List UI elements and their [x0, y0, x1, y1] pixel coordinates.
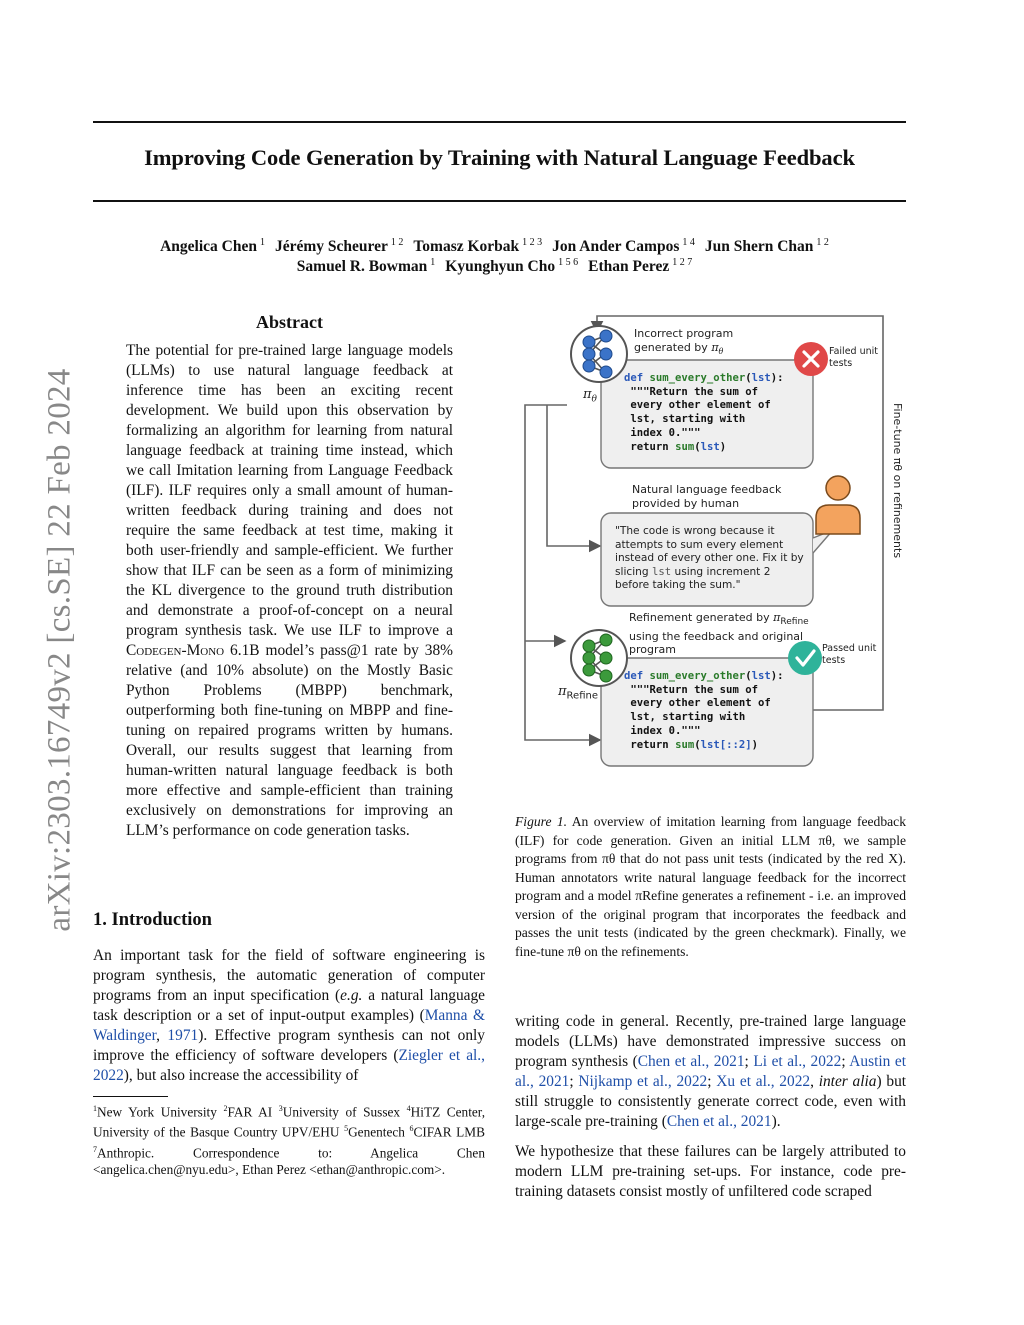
- author-affiliation: 1: [430, 257, 436, 268]
- author-name: Angelica Chen: [160, 238, 257, 255]
- affiliations-footnote: $^1$New York University $^2$FAR AI $^3$University of Sussex $^4$HiTZ Center, University of the Basque Country UPV/EHU $^5$Genentech $^6$CIFAR LMB $^7$Anthropic. Correspondence to: Angelica Chen <angelica.chen@nyu.edu>, Ethan Perez <ethan@anthropic.com>.: [93, 1104, 486, 1178]
- introduction-paragraph: An important task for the field of software engineering is program synthesis, the automatic generation of computer programs from an input specification (e.g. a natural language task description or a set of input-output examples) (Manna & Waldinger, 1971). Effective program synthesis can not only improve the efficiency of software developers (Ziegler et al., 2022), but also increase the accessibility of: [93, 947, 486, 1084]
- author-affiliation: 1 5 6: [558, 257, 579, 268]
- cite-chen[interactable]: Chen et al., 2021: [637, 1053, 745, 1070]
- codegen-name: Codegen-Mono: [126, 642, 225, 659]
- author-affiliation: 1 2 3: [522, 237, 543, 248]
- cite-li[interactable]: Li et al., 2022: [753, 1053, 842, 1070]
- author-name: Jun Shern Chan: [704, 238, 814, 255]
- feedback-text: "The code is wrong because it attempts to sum every element instead of every other one. Fix it by slicing lst using increment 2 before taking the sum.": [615, 525, 804, 591]
- cite-manna[interactable]: Manna & Waldinger: [93, 1007, 485, 1044]
- passed-tests-label: Passed unit tests: [822, 643, 877, 666]
- pi-theta-model-icon: [571, 326, 627, 382]
- author-affiliation: 1 4: [682, 237, 695, 248]
- intro-col2-paragraph-1: writing code in general. Recently, pre-trained large language models (LLMs) have demonstrated impressive success on program synthesis (Chen et al., 2021; Li et al., 2022; Austin et al., 2021; Nijkamp et al., 2022; Xu et al., 2022, inter alia) but still struggle to consistently generate correct code, even with large-scale pre-training (Chen et al., 2021).: [515, 1013, 907, 1130]
- author-affiliation: 1 2: [816, 237, 829, 248]
- cite-xu[interactable]: Xu et al., 2022: [716, 1073, 811, 1090]
- cite-manna-year[interactable]: 1971: [167, 1027, 199, 1044]
- author-name: Samuel R. Bowman: [296, 258, 428, 275]
- incorrect-program-label: Incorrect program generated by $\pi_\theta$: [634, 327, 734, 356]
- author-name: Jérémy Scheurer: [274, 238, 388, 255]
- arxiv-identifier: arXiv:2303.16749v2 [cs.SE] 22 Feb 2024: [41, 368, 78, 932]
- title-bottom-rule: [93, 200, 906, 202]
- author-affiliation: 1 2: [390, 237, 404, 248]
- cite-chen-2[interactable]: Chen et al., 2021: [666, 1113, 772, 1130]
- introduction-heading: 1. Introduction: [93, 910, 212, 930]
- paper-title: Improving Code Generation by Training with Natural Language Feedback: [144, 145, 855, 170]
- pi-refine-model-icon: [571, 630, 627, 686]
- refined-code: def sum_every_other(lst): """Return the sum of every other element of lst, starting with index 0.""" return sum(lst[::2]): [624, 670, 784, 751]
- footnote-rule: [93, 1096, 168, 1097]
- feedback-flow-arrow: [547, 405, 600, 546]
- human-annotator-icon: [816, 476, 860, 534]
- author-affiliation: 1: [259, 237, 265, 248]
- fail-x-icon: [794, 342, 828, 376]
- pi-theta-label: $\pi_\theta$: [583, 387, 597, 405]
- figure-caption: Figure 1. An overview of imitation learning from language feedback (ILF) for code generation. Given an initial LLM πθ, we sample programs from πθ that do not pass unit tests (indicated by the red X). Human annotators write natural language feedback for the incorrect program and a model πRefine generates a refinement - i.e. an improved version of the original program that incorporates the feedback and passes the unit tests (indicated by the green checkmark). Finally, we fine-tune πθ on the refinements.: [515, 814, 907, 959]
- author-name: Kyunghyun Cho: [445, 258, 556, 275]
- finetune-side-label: Fine-tune πθ on refinements: [891, 403, 904, 559]
- top-rule: [93, 121, 906, 123]
- author-name: Ethan Perez: [588, 258, 670, 275]
- author-line-1: [93, 237, 906, 256]
- feedback-label: Natural language feedback provided by human: [632, 483, 782, 510]
- abstract-text: The potential for pre-trained large language models (LLMs) to use natural language feedback at inference time has been an exciting recent development. We build upon this observation by formalizing an algorithm for learning from natural language feedback at training time instead, which we call Imitation learning from Language Feedback (ILF). ILF requires only a small amount of human-written feedback during training and does not require the same feedback at test time, making it both user-friendly and sample-efficient. We further show that ILF can be seen as a form of minimizing the KL divergence to the ground truth distribution and demonstrate a proof-of-concept on a neural program synthesis task. We use ILF to improve a Codegen-Mono 6.1B model’s pass@1 rate by 38% relative (and 10% absolute) on the Mostly Basic Python Problems (MBPP) benchmark, outperforming both fine-tuning on MBPP and fine-tuning on repaired programs written by humans. Overall, our results suggest that learning from human-written natural language feedback is both more effective and sample-efficient than training exclusively on demonstrations for improving an LLM’s performance on code generation tasks.: [126, 342, 453, 839]
- figure-1: [515, 308, 905, 768]
- intro-col2-paragraph-2: We hypothesize that these failures can be largely attributed to modern LLM pre-training set-ups. For instance, code pre-training datasets consist mostly of unfiltered code scraped: [515, 1143, 906, 1200]
- cite-nijkamp[interactable]: Nijkamp et al., 2022: [578, 1073, 708, 1090]
- author-affiliation: 1 2 7: [672, 257, 693, 268]
- author-name: Tomasz Korbak: [413, 238, 520, 255]
- cite-ziegler[interactable]: Ziegler et al., 2022: [93, 1047, 485, 1084]
- pi-refine-label: $\pi_{Refine}$: [558, 684, 598, 702]
- failed-tests-label: Failed unit tests: [829, 346, 878, 369]
- abstract-heading: Abstract: [256, 312, 323, 332]
- author-line-2: [93, 257, 906, 276]
- refinement-label: Refinement generated by $\pi_{Refine}$ using the feedback and original program: [629, 611, 809, 657]
- author-name: Jon Ander Campos: [552, 238, 680, 255]
- cite-austin[interactable]: Austin et al., 2021: [515, 1053, 906, 1090]
- incorrect-code: def sum_every_other(lst): """Return the sum of every other element of lst, starting with index 0.""" return sum(lst): [624, 372, 784, 453]
